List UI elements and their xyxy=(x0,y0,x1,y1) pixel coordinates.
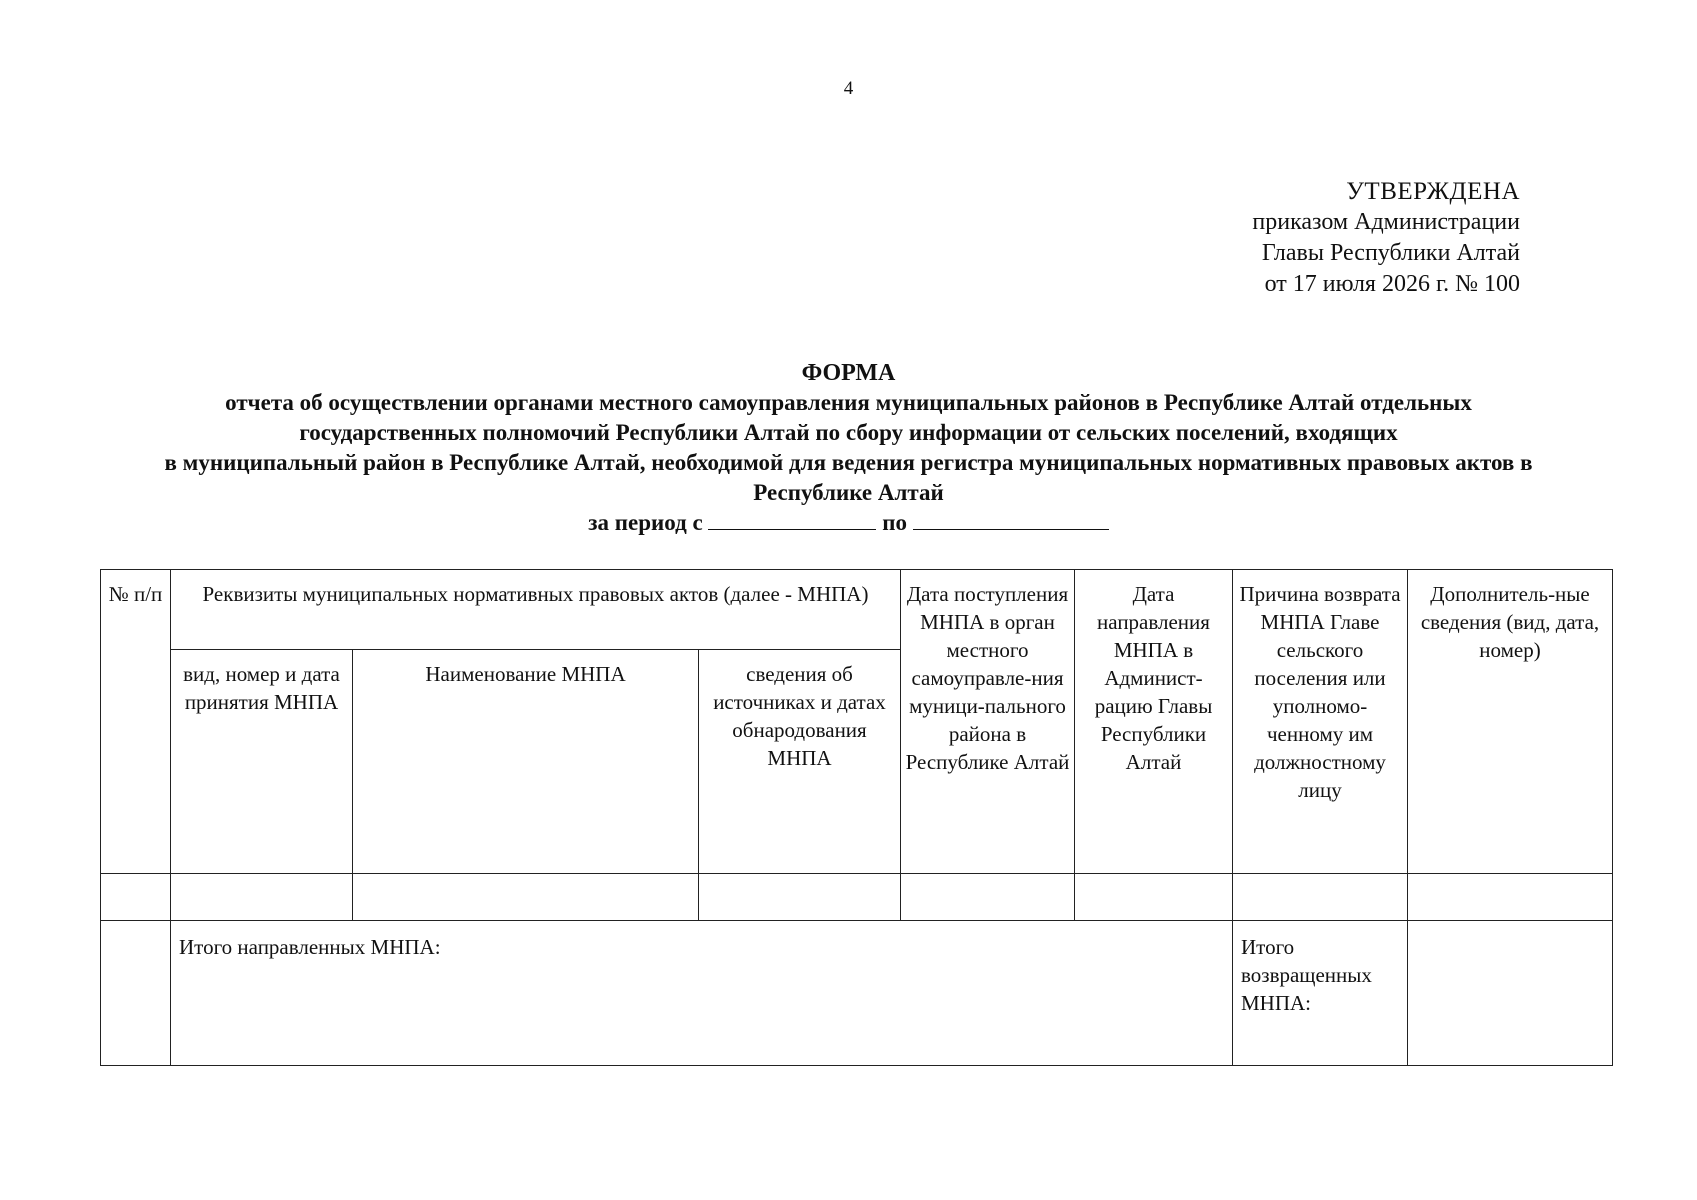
period-from-field[interactable] xyxy=(708,511,876,530)
header-number: № п/п xyxy=(101,570,171,874)
totals-number-cell xyxy=(101,921,171,1066)
approval-order-line: приказом Администрации xyxy=(1252,209,1520,235)
header-name: Наименование МНПА xyxy=(353,650,699,874)
approval-authority-line: Главы Республики Алтай xyxy=(1261,240,1520,266)
cell-type-number-date[interactable] xyxy=(171,874,353,921)
header-requisites-group: Реквизиты муниципальных нормативных правовых актов (далее - МНПА) xyxy=(171,570,901,650)
form-subtitle-line-3: в муниципальный район в Республике Алтай, необходимой для ведения регистра муниципальных нормативных правовых актов в xyxy=(164,450,1533,475)
approval-title: УТВЕРЖДЕНА xyxy=(1346,178,1520,205)
totals-additional-cell[interactable] xyxy=(1408,921,1613,1066)
period-to-field[interactable] xyxy=(913,511,1109,530)
approval-stamp xyxy=(1180,176,1520,300)
table-row xyxy=(101,874,1613,921)
header-sources: сведения об источниках и датах обнародования МНПА xyxy=(699,650,901,874)
cell-name[interactable] xyxy=(353,874,699,921)
form-subtitle-line-1: отчета об осуществлении органами местного самоуправления муниципальных районов в Республике Алтай отдельных xyxy=(225,390,1472,415)
cell-return-reason[interactable] xyxy=(1233,874,1408,921)
cell-receipt-date[interactable] xyxy=(901,874,1075,921)
cell-sent-date[interactable] xyxy=(1075,874,1233,921)
form-subtitle-line-2: государственных полномочий Республики Алтай по сбору информации от сельских поселений, входящих xyxy=(299,420,1398,445)
approval-date-line: от 17 июля 2026 г. № 100 xyxy=(1264,271,1520,297)
form-title: ФОРМА xyxy=(801,360,896,386)
totals-row xyxy=(101,921,1613,1066)
total-returned-label: Итого возвращенных МНПА: xyxy=(1233,921,1408,1066)
period-from-label: за период с xyxy=(588,510,703,535)
cell-additional-info[interactable] xyxy=(1408,874,1613,921)
total-sent-label: Итого направленных МНПА: xyxy=(171,921,1233,1066)
report-table xyxy=(100,569,1613,1066)
cell-sources[interactable] xyxy=(699,874,901,921)
period-line xyxy=(0,508,1697,538)
page-number: 4 xyxy=(843,78,854,99)
form-heading xyxy=(0,358,1697,538)
header-receipt-date: Дата поступления МНПА в орган местного самоуправле-ния муници-пального района в Республике Алтай xyxy=(901,570,1075,874)
cell-number[interactable] xyxy=(101,874,171,921)
header-sent-date: Дата направления МНПА в Админист-рацию Главы Республики Алтай xyxy=(1075,570,1233,874)
header-return-reason: Причина возврата МНПА Главе сельского поселения или уполномо-ченному им должностному лицу xyxy=(1233,570,1408,874)
header-type-number-date: вид, номер и дата принятия МНПА xyxy=(171,650,353,874)
period-to-label: по xyxy=(882,510,907,535)
header-additional-info: Дополнитель-ные сведения (вид, дата, номер) xyxy=(1408,570,1613,874)
form-subtitle-line-4: Республике Алтай xyxy=(753,480,944,505)
